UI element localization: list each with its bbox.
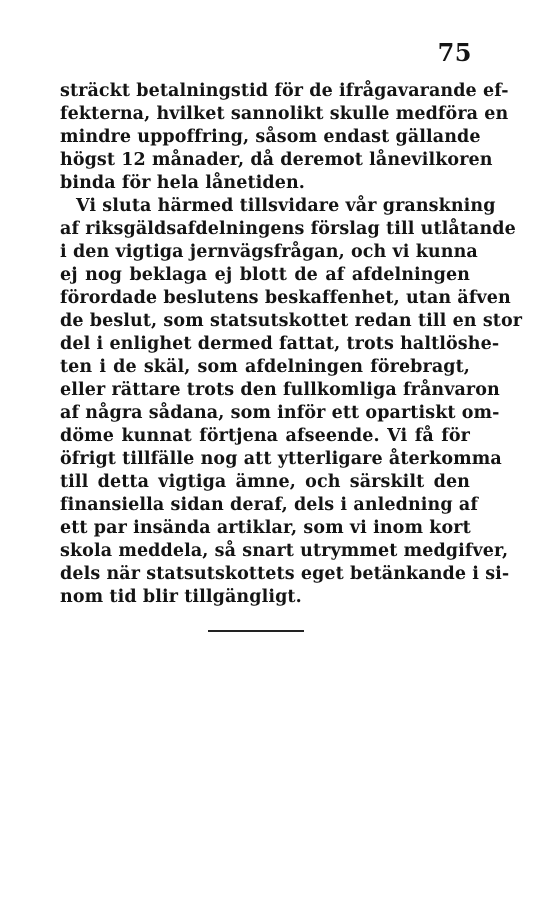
text-line: högst 12 månader, då deremot lånevilkoren xyxy=(60,150,493,170)
body-text xyxy=(60,80,523,609)
text-line: till detta vigtiga ämne, och särskilt den xyxy=(60,472,470,492)
text-line: i den vigtiga jernvägsfrågan, och vi kunna xyxy=(60,242,478,262)
text-line: ten i de skäl, som afdelningen förebragt, xyxy=(60,357,470,377)
text-line: finansiella sidan deraf, dels i anledning af xyxy=(60,495,478,515)
text-line: skola meddela, så snart utrymmet medgifver, xyxy=(60,541,509,561)
text-line: Vi sluta härmed tillsvidare vår granskning xyxy=(76,196,496,216)
text-line: binda för hela lånetiden. xyxy=(60,173,305,193)
text-line: öfrigt tillfälle nog att ytterligare återkomma xyxy=(60,449,502,469)
text-line: dels när statsutskottets eget betänkande i si- xyxy=(60,564,510,584)
text-line: förordade beslutens beskaffenhet, utan äfven xyxy=(60,288,511,308)
page-number: 75 xyxy=(437,38,472,67)
text-line: döme kunnat förtjena afseende. Vi få för xyxy=(60,426,470,446)
text-line: fekterna, hvilket sannolikt skulle medföra en xyxy=(60,104,509,124)
text-line: mindre uppoffring, såsom endast gällande xyxy=(60,127,481,147)
text-line: de beslut, som statsutskottet redan till en stor xyxy=(60,311,523,331)
text-line: nom tid blir tillgängligt. xyxy=(60,587,302,607)
text-line: af riksgäldsafdelningens förslag till utlåtande xyxy=(60,219,516,239)
text-line: ett par insända artiklar, som vi inom kort xyxy=(60,518,471,538)
text-line: af några sådana, som inför ett opartiskt om- xyxy=(60,403,500,423)
text-line: ej nog beklaga ej blott de af afdelningen xyxy=(60,265,470,285)
text-line: eller rättare trots den fullkomliga frånvaron xyxy=(60,380,500,400)
text-line: sträckt betalningstid för de ifrågavarande ef- xyxy=(60,81,509,101)
section-divider xyxy=(208,630,304,632)
text-line: del i enlighet dermed fattat, trots haltlöshe- xyxy=(60,334,500,354)
